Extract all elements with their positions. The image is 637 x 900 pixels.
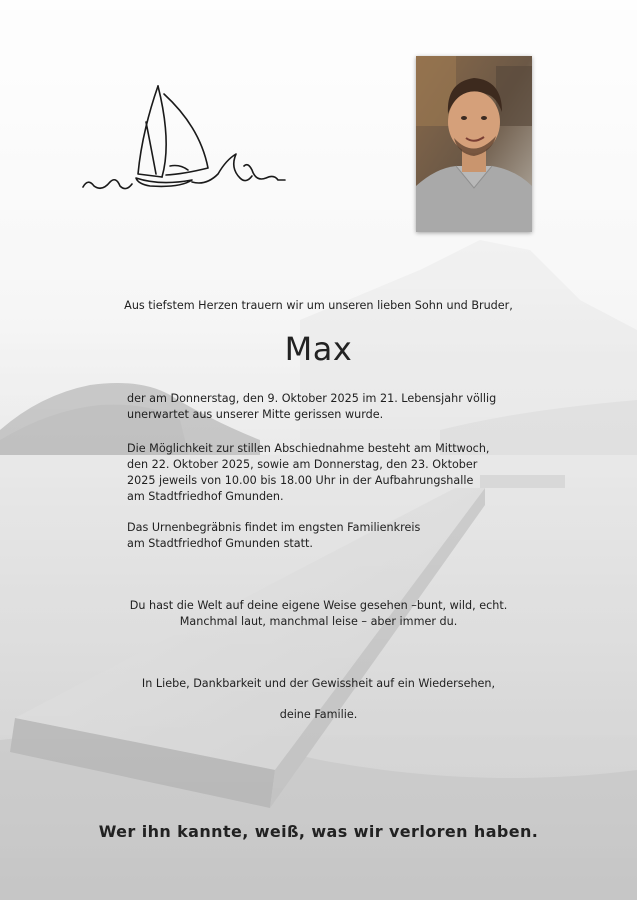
death-announcement-paragraph <box>127 391 507 423</box>
paragraph-line: Die Möglichkeit zur stillen Abschiednahme besteht am Mittwoch, <box>127 442 490 455</box>
farewell-viewing-paragraph <box>127 441 507 505</box>
paragraph-line: 2025 jeweils von 10.00 bis 18.00 Uhr in der Aufbahrungshalle <box>127 474 474 487</box>
closing-motto: Wer ihn kannte, weiß, was wir verloren haben. <box>98 822 539 841</box>
deceased-name: Max <box>284 330 353 368</box>
sailboat-icon <box>80 82 288 196</box>
portrait-photo <box>416 56 532 232</box>
paragraph-line: der am Donnerstag, den 9. Oktober 2025 im 21. Lebensjahr völlig <box>127 392 497 405</box>
quote-line: Manchmal laut, manchmal leise – aber immer du. <box>179 615 458 628</box>
paragraph-line: Das Urnenbegräbnis findet im engsten Familienkreis <box>127 521 421 534</box>
paragraph-line: unerwartet aus unserer Mitte gerissen wurde. <box>127 408 384 421</box>
paragraph-line: am Stadtfriedhof Gmunden. <box>127 490 284 503</box>
family-signature: deine Familie. <box>279 708 358 721</box>
closing-sentiment: In Liebe, Dankbarkeit und der Gewissheit auf ein Wiedersehen, <box>141 677 496 690</box>
quote-line: Du hast die Welt auf deine eigene Weise gesehen –bunt, wild, echt. <box>129 599 508 612</box>
urn-burial-paragraph <box>127 520 507 552</box>
paragraph-line: den 22. Oktober 2025, sowie am Donnerstag, den 23. Oktober <box>127 458 478 471</box>
memorial-quote <box>0 598 637 630</box>
paragraph-line: am Stadtfriedhof Gmunden statt. <box>127 537 313 550</box>
intro-text: Aus tiefstem Herzen trauern wir um unseren lieben Sohn und Bruder, <box>124 299 513 312</box>
